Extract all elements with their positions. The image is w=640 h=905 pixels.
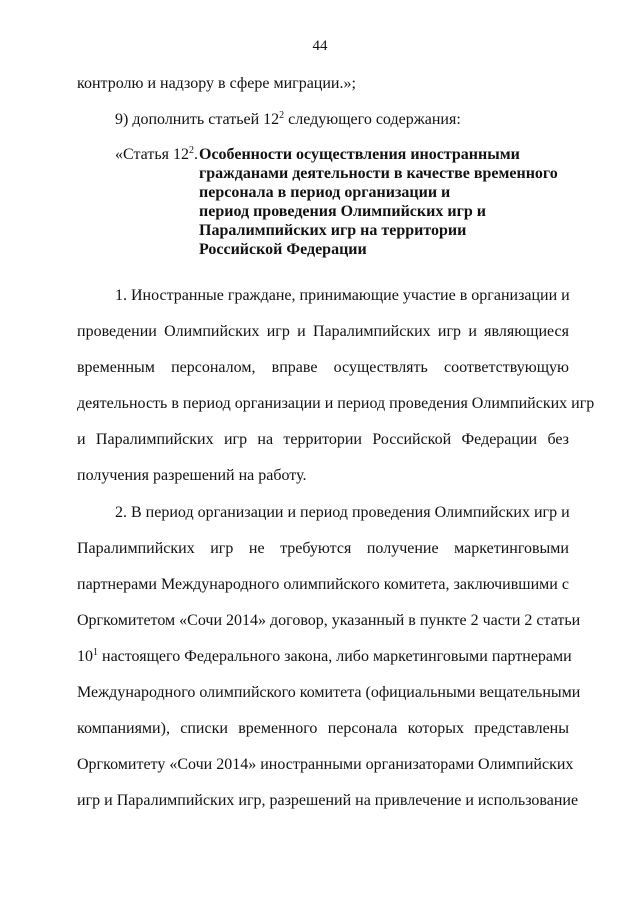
article-title-line: Паралимпийских игр на территории: [199, 222, 467, 239]
article-title-line: период проведения Олимпийских игр и: [199, 203, 486, 220]
item-9-suffix: следующего содержания:: [284, 111, 461, 128]
intro-line: контролю и надзору в сфере миграции.»;: [77, 75, 356, 92]
paragraph-2-line-ref: [77, 647, 572, 667]
paragraph-1-line: и Паралимпийских игр на территории Российской Федерации без: [77, 431, 569, 448]
article-ref-superscript: 1: [93, 647, 98, 658]
paragraph-2-line: Оргкомитету «Сочи 2014» иностранными организаторами Олимпийских: [77, 756, 574, 773]
article-title-line: Российской Федерации: [199, 241, 367, 258]
item-9-superscript: 2: [279, 110, 285, 121]
article-ref-suffix: настоящего Федерального закона, либо маркетинговыми партнерами: [98, 648, 572, 665]
paragraph-2-line: партнерами Международного олимпийского комитета, заключившими с: [77, 576, 569, 593]
article-prefix-superscript: 2: [188, 145, 194, 156]
article-ref-number: 10: [77, 648, 93, 665]
article-prefix-text: «Статья 12: [115, 146, 189, 163]
paragraph-1-line: получения разрешений на работу.: [77, 467, 307, 484]
paragraph-2-line: компаниями), списки временного персонала которых представлены: [77, 720, 569, 737]
article-title-line: гражданами деятельности в качестве временного: [199, 165, 558, 182]
paragraph-2-line: 2. В период организации и период проведения Олимпийских игр и: [115, 504, 570, 521]
article-prefix-dot: .: [193, 146, 198, 163]
paragraph-2-line: игр и Паралимпийских игр, разрешений на привлечение и использование: [77, 792, 579, 809]
article-title-line: Особенности осуществления иностранными: [199, 146, 520, 163]
paragraph-1-line: временным персоналом, вправе осуществлять соответствующую: [77, 359, 569, 376]
item-9-line: [115, 110, 461, 130]
page-number: 44: [312, 38, 328, 54]
paragraph-1-line: 1. Иностранные граждане, принимающие участие в организации и: [115, 287, 570, 304]
paragraph-1-line: деятельность в период организации и период проведения Олимпийских игр: [77, 395, 595, 412]
paragraph-1-line: проведении Олимпийских игр и Паралимпийских игр и являющиеся: [77, 323, 569, 340]
article-title-line: персонала в период организации и: [199, 184, 451, 201]
paragraph-2-line: Паралимпийских игр не требуются получение маркетинговыми: [77, 540, 569, 557]
item-9-prefix: 9) дополнить статьей 12: [115, 111, 280, 128]
paragraph-2-line: Международного олимпийского комитета (официальными вещательными: [77, 684, 581, 701]
paragraph-2-line: Оргкомитетом «Сочи 2014» договор, указанный в пункте 2 части 2 статьи: [77, 612, 581, 629]
article-prefix: [115, 145, 198, 165]
